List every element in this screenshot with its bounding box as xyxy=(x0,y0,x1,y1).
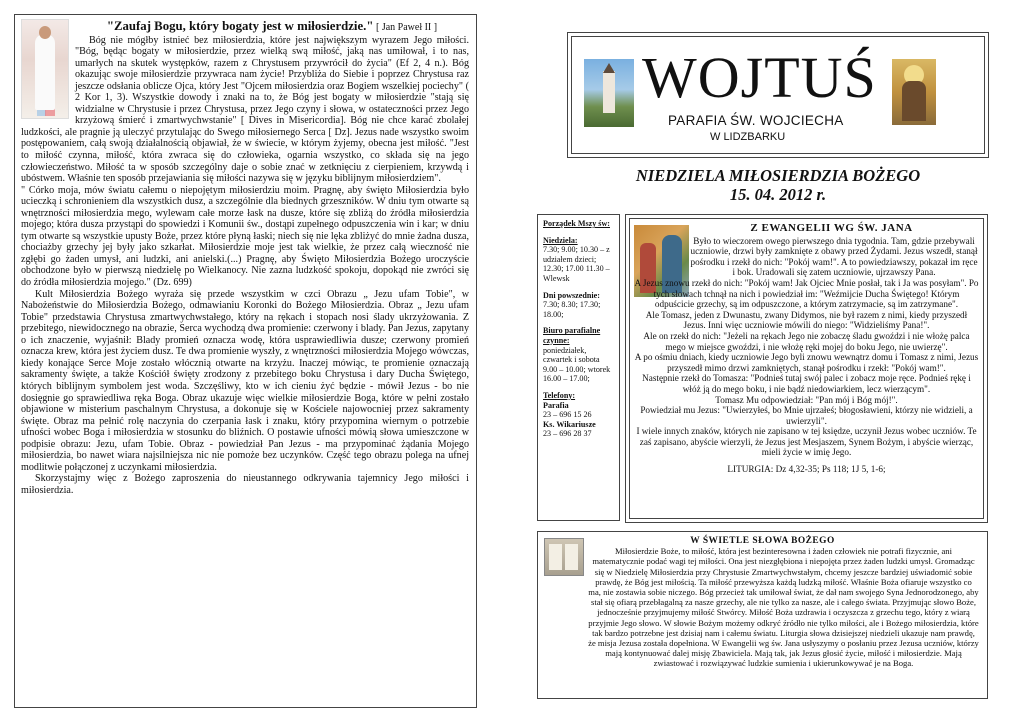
gospel-paragraph: A Jezus znowu rzekł do nich: "Pokój wam! Jak Ojciec Mnie posłał, tak i Ja was posyłam". Po tych słowach tchnął na nich i powiedział im: "Weźmijcie Ducha Świętego! Którym odpuścicie grzechy, są im odpuszczone, a którym zatrzymacie, są im zatrzymane". xyxy=(634,277,979,310)
gospel-paragraph: Powiedział mu Jezus: "Uwierzyłeś, bo Mnie ujrzałeś; błogosławieni, którzy nie widzieli, a uwierzyli". xyxy=(640,405,973,426)
gospel-title: Z EWANGELII WG ŚW. JANA xyxy=(750,222,913,234)
article-paragraph-3: Kult Miłosierdzia Bożego wyraża się przede wszystkim w czci Obrazu „ Jezu ufam Tobie", w Nabożeństwie do Miłosierdzia Bożego, odmawianiu Koronki do Bożego Miłosierdzia. Obraz „ Jezu ufam Tobie" przedstawia Chrystusa zmartwychwstałego, który na rękach i stopach nosi ślady ukrzyżowania. Z przebitego, niewidocznego na obrazie, Serca wychodzą dwa promienie: czerwony i blady. Pan Jezus, zapytany o ich znaczenie, wyjaśnił: Blady promień oznacza wodę, która usprawiedliwia dusze; czerwony promień oznacza krew, która jest życiem dusz. Te dwa promienie wyszły, z wnętrzności miłosierdzia Mojego wówczas, kiedy konające Serce Moje zostało włócznią otwarte na krzyżu. Inaczej mówiąc, te promienie oznaczają sakramenty święte, a także Kościół święty zrodzony z przebitego boku Chrystusa i dary Ducha Świętego, których biblijnym symbolem jest woda. Szczęśliwy, kto w ich cieniu żyć będzie - mówił Jezus - bo nie dosięgnie go sprawiedliwa ręka Boga. Obraz ukazuje więc wielkie miłosierdzie Boga, które w pełni zostało objawione w misterium paschalnym Chrystusa, a dokonuje się w Kościele najowocniej przez sakramenty święte. Obraz ma pełnić rolę naczynia do czerpania łask i znaku, który przypomina wiernym o potrzebie ufności wobec Boga i miłosierdzia w stosunku do bliźnich. O postawie ufności mówią słowa umieszczone w podpisie obrazu: Jezu, ufam Tobie. Obraz - powiedział Pan Jezus - ma przypominać żądania Mojego miłosierdzia, bo nawet wiara najsilniejsza nic nie pomoże bez uczynków. Część tego obrazu polega na ufnej modlitwie połączonej z uczynkami miłosierdzia. xyxy=(21,288,469,473)
parish-name: PARAFIA ŚW. WOJCIECHA xyxy=(668,113,844,128)
gospel-paragraph: Ale on rzekł do nich: "Jeżeli na rękach Jego nie zobaczę śladu gwoździ i nie włożę palca mego w miejsce gwoździ, i nie włożę ręki mojej do boku Jego, nie uwierzę". xyxy=(643,330,970,352)
reflection-box xyxy=(537,531,988,699)
parish-phone-label: Parafia xyxy=(543,400,569,410)
schedule-box xyxy=(537,214,620,521)
gospel-box xyxy=(625,214,988,523)
sunday-name: NIEDZIELA MIŁOSIERDZIA BOŻEGO xyxy=(635,166,921,185)
newsletter-title: WOJTUŚ xyxy=(642,45,877,110)
parish-phone: 23 – 696 15 26 xyxy=(543,410,592,420)
mass-schedule-heading: Porządek Mszy św: xyxy=(543,219,610,228)
phones-heading: Telefony: xyxy=(543,390,576,400)
sunday-mass-heading: Niedziela: xyxy=(543,235,578,245)
vicar-phone-label: Ks. Wikariusze xyxy=(543,419,596,429)
vicar-phone: 23 – 696 28 37 xyxy=(543,429,592,439)
article-paragraph-1: Bóg nie mógłby istnieć bez miłosierdzia, które jest największym wyrazem Jego miłości. "Bóg, będąc bogaty w miłosierdzie, przez wielką swą miłość, jaką nas umiłował, i to nas, umarłych na skutek występków, razem z Chrystusem przywrócił do życia" (Ef 2, 4 n.). Bóg okazując swoje miłosierdzie przywraca nam życie! Przybliża do Siebie i poprzez Chrystusa raz jeszcze odsłania oblicze Ojca, który Jest "Ojcem miłosierdzia oraz Bogiem wszelkiej pociechy" ( 2 Kor 1, 3). Wszystkie dowody i znaki na to, że Bóg jest bogaty w miłosierdzie "stają się widzialne w Chrystusie i przez Chrystusa, przez Jego czyny i słowa, w ostateczności przez Jego krzyżową śmierć i zmartwychwstanie" [ Dives in Misericordia]. Bóg nie chce karać zbolałej ludzkości, ale pragnie ją uleczyć przytulając do Swego miłosiernego Serca [ Dz]. Jezus nade wszystko swoim postępowaniem, całą swoją działalnością objawiał, że w świecie, w którym żyjemy, obecna jest miłość. "Jest to miłość czynna, miłość, która zwraca się do człowieka, ogarnia wszystko, co składa się na jego człowieczeństwo. Miłość ta w sposób szczególny daje o sobie znać w zetknięciu z cierpieniem, krzywdą i ubóstwem. Właśnie ten sposób przejawiania się miłości nazywa się w języku biblijnym miłosierdziem". xyxy=(21,34,469,185)
article-paragraph-2: " Córko moja, mów światu całemu o niepojętym miłosierdziu moim. Pragnę, aby święto Miłosierdzia było ucieczką i schronieniem dla wszystkich dusz, a szczególnie dla biednych grzeszników. W dniu tym otwarte są wnętrzności miłosierdzia mego, wylewam całe morze łask na dusze, które się zbliżą do źródła miłosierdzia mojego; która dusza przystąpi do spowiedzi i Komunii św., dostąpi zupełnego odpuszczenia win i kar; w dniu tym otwarte są wszystkie upusty Boże, przez które płyną łaski; niech się nie lęka zbliżyć do mnie żadna dusza, chociażby grzechy jej były jako szkarłat. Miłosierdzie moje jest tak wielkie, że przez całą wieczność nie zgłębi go żaden umysł, ani ludzki, ani anielski.(...) Pragnę, aby Święto Miłosierdzia Bożego uroczyście obchodzone było w pierwszą niedzielę po Wielkanocy. Nie zazna ludzkość spokoju, dopokąd nie zwróci się do źródła miłosierdzia mojego." (Dz. 699) xyxy=(21,184,469,289)
church-photo xyxy=(584,59,634,127)
left-article xyxy=(14,14,477,708)
article-title: "Zaufaj Bogu, który bogaty jest w miłosierdzie." xyxy=(106,19,374,33)
liturgy-readings: LITURGIA: Dz 4,32-35; Ps 118; 1J 5, 1-6; xyxy=(727,464,886,475)
office-heading: Biuro parafialne czynne: xyxy=(543,326,601,345)
weekday-times: 7.30; 8.30; 17.30; 18.00; xyxy=(543,300,601,319)
gospel-paragraph: A po ośmiu dniach, kiedy uczniowie Jego byli znowu wewnątrz domu i Tomasz z nimi, Jezus przyszedł mimo drzwi zamkniętych, stanął pośrodku i rzekł: "Pokój wam!". xyxy=(634,352,979,373)
divine-mercy-image xyxy=(21,19,69,119)
gospel-paragraph: I wiele innych znaków, których nie zapisano w tej księdze, uczynił Jezus wobec uczniów. Te zaś zapisano, abyście wierzyli, że Jezus jest Mesjaszem, Synem Bożym, i abyście wierząc, mieli życie w imię Jego. xyxy=(636,426,977,458)
weekday-heading: Dni powszednie: xyxy=(543,290,600,300)
article-title-ref: [ Jan Paweł II ] xyxy=(376,22,438,33)
office-hours: poniedziałek, czwartek i sobota 9.00 – 10.00; wtorek 16.00 – 17.00; xyxy=(543,345,611,384)
parish-place: W LIDZBARKU xyxy=(710,131,786,143)
gospel-paragraph: Następnie rzekł do Tomasza: "Podnieś tutaj swój palec i zobacz moje ręce. Podnieś rękę i włóż ją do mego boku, i nie bądź niedowiarkiem, lecz wierzącym". xyxy=(642,373,971,394)
sunday-mass-times: 7.30; 9.00; 10.30 – z udziałem dzieci; 12.30; 17.00 11.30 – Wlewsk xyxy=(543,245,610,283)
masthead xyxy=(567,32,989,158)
reflection-title: W ŚWIETLE SŁOWA BOŻEGO xyxy=(690,536,835,546)
article-paragraph-4: Skorzystajmy więc z Bożego zaproszenia do nieustannego odkrywania tajemnicy Jego miłości i miłosierdzia. xyxy=(21,473,469,496)
reflection-text: Miłosierdzie Boże, to miłość, która jest bezinteresowna i żaden człowiek nie potrafi fizycznie, ani matematycznie podać wagi tej miłości. Ona jest niezgłębiona i niepojęta przez żaden ludzki umysł. Gromadząc się w Niedzielę Miłosierdzia przy Chrystusie Zmartwychwstałym, chcemy jeszcze bardziej uświadomić sobie prawdę, że Bóg jest miłością. Ta miłość przewyższa każdą ludzką miłość. Właśnie Boża ofiaruje wszystko co ma, nie zostawia sobie niczego. Bóg przecież tak umiłował świat, że dał nam swojego Syna Jednorodzonego, aby stał się ofiarą przebłagalną za nasze grzechy, ale nie tylko za nasze, ale i całego świata. Przyjmując słowo Boże, jednocześnie przyjmujemy miłość Stwórcy. Miłość Boża uzdrawia i oczyszcza z grzechu tego, który z wiarą przyjmie Jego słowo. W słowie Bożym możemy odkryć źródło nie tylko miłości, ale i Bożego miłosierdzia, które tak bardzo potrzebne jest dzisiaj nam i całemu światu. Liturgia słowa dzisiejszej niedzieli ukazuje nam prawdę, że misja Jezusa została dopełniona. W Ewangelii wg św. Jana usłyszymy o posłaniu przez Jezusa uczniów, którzy mają kontynuować dalej misję Zbawiciela. Mają tak, jak Jezus głosić życie, miłość i miłosierdzie. Mają zwiastować i rozwiązywać ludzkie sumienia i ukierunkowywać je na Boga. xyxy=(588,546,979,669)
sunday-date: 15. 04. 2012 r. xyxy=(729,185,827,204)
sunday-heading xyxy=(603,166,953,204)
gospel-paragraph: Tomasz Mu odpowiedział: "Pan mój i Bóg mój!". xyxy=(715,394,898,405)
gospel-paragraph: Ale Tomasz, jeden z Dwunastu, zwany Didymos, nie był razem z nimi, kiedy przyszedł Jezus. Inni więc uczniowie mówili do niego: "Widzieliśmy Pana!". xyxy=(645,309,968,331)
gospel-paragraph: Było to wieczorem owego pierwszego dnia tygodnia. Tam, gdzie przebywali uczniowie, drzwi były zamknięte z obawy przed Żydami. Jezus wszedł, stanął pośrodku i rzekł do nich: "Pokój wam!". A to powiedziawszy, pokazał im ręce i bok. Uradowali się zatem uczniowie, ujrzawszy Pana. xyxy=(690,235,978,278)
saint-icon-image xyxy=(892,59,936,125)
